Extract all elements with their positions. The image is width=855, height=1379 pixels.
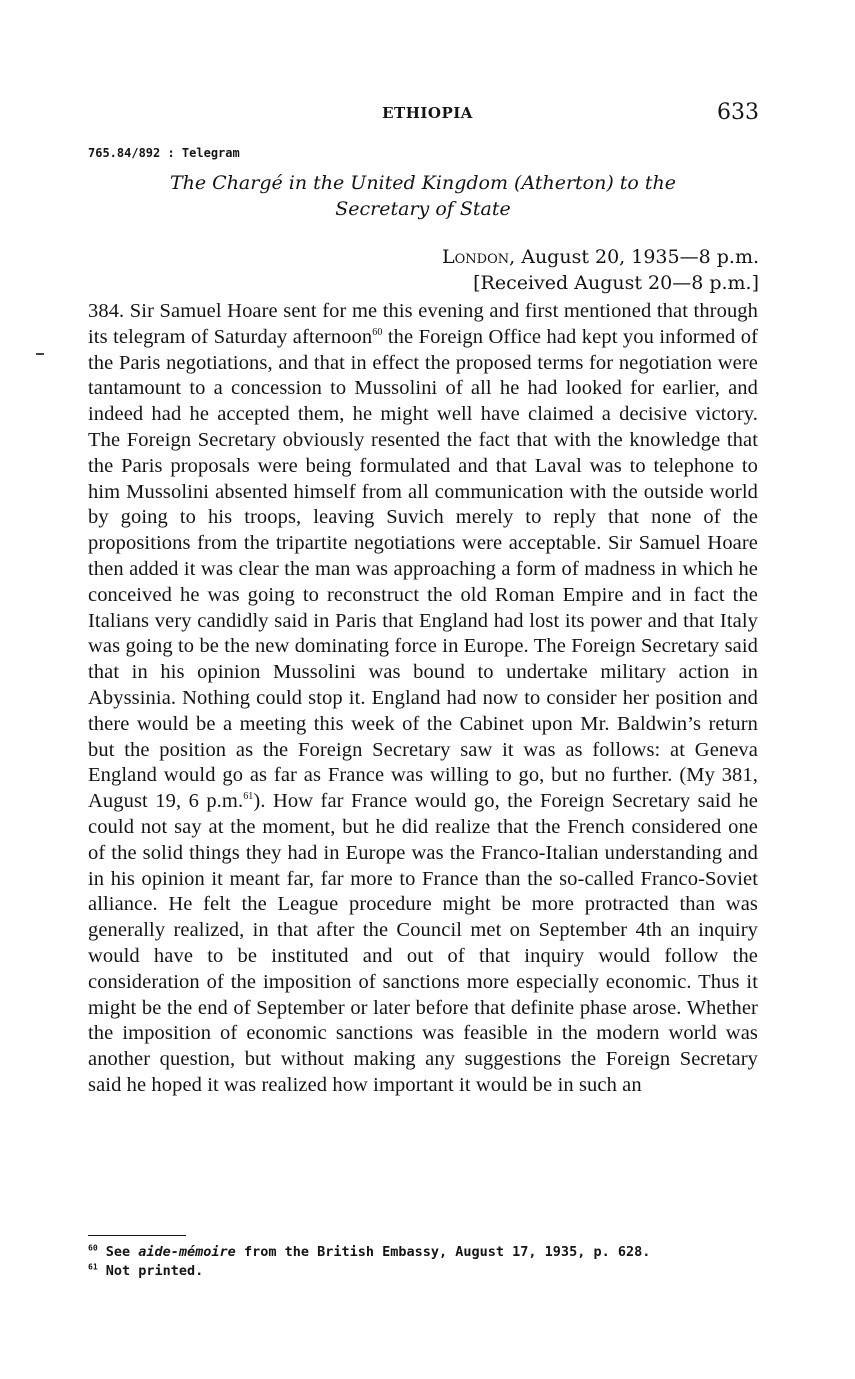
running-head-title: ETHIOPIA [382,104,473,122]
footnote-60 [88,1243,758,1262]
footnote-marker: 60 [88,1243,98,1253]
body-part-3: ). How far France would go, the Foreign Secretary said he could not say at the moment, but he did realize that the French considered one of the solid things they had in Europe was the Franco-Italian understanding and in his opinion it meant far, far more to France than the so-called Franco-Soviet alliance. He felt the League procedure might be more protracted than was generally realized, in that after the Council met on September 4th an inquiry would have to be instituted and out of that inquiry would follow the consideration of the imposition of sanctions more especially economic. Thus it might be the end of September or later before that definite phase arose. Whether the imposition of economic sanctions was feasible in the modern world was another question, but without making any suggestions the Foreign Secretary said he hoped it was realized how important it would be in such an [88,790,758,1096]
file-number: 765.84/892 : Telegram [88,146,240,160]
dateline-sent [442,244,759,270]
footnote-text: See [97,1244,139,1260]
body-part-1: 384. Sir Samuel Hoare sent for me this evening and first mentioned that through its telegram of Saturday afternoon [88,300,758,348]
footnotes [88,1243,758,1281]
document-title-line-2: Secretary of State [335,198,511,220]
document-title-line-1: The Chargé in the United Kingdom (Atherton) to the [169,172,677,194]
document-title [88,170,758,222]
dateline-place: London [442,246,510,268]
dateline [442,244,759,296]
margin-mark [36,353,44,355]
footnote-italic-text: aide-mémoire [138,1244,236,1260]
dateline-received: [Received August 20—8 p.m.] [473,272,759,294]
telegram-body [88,299,758,1099]
footnote-text: from the British Embassy, August 17, 1935, p. 628. [235,1244,651,1260]
footnote-61 [88,1262,758,1281]
page-number: 633 [717,100,759,125]
footnote-text: Not printed. [97,1263,204,1279]
body-part-2: the Foreign Office had kept you informed of the Paris negotiations, and that in effect the proposed terms for negotiation were tantamount to a concession to Mussolini of all he had looked for earlier, and indeed had he accepted them, he might well have claimed a decisive victory. The Foreign Secretary obviously resented the fact that with the knowledge that the Paris proposals were being formulated and that Laval was to telephone to him Mussolini absented himself from all communication with the outside world by going to his troops, leaving Suvich merely to reply that none of the propositions from the tripartite negotiations were acceptable. Sir Samuel Hoare then added it was clear the man was approaching a form of madness in which he conceived he was going to reconstruct the old Roman Empire and in fact the Italians very candidly said in Paris that England had lost its power and that Italy was going to be the new dominating force in Europe. The Foreign Secretary said that in his opinion Mussolini was bound to undertake military action in Abyssinia. Nothing could stop it. England had now to consider her position and there would be a meeting this week of the Cabinet upon Mr. Baldwin’s return but the position as the Foreign Secretary saw it was as follows: at Geneva England would go as far as France was willing to go, but no further. (My 381, August 19, 6 p.m. [88,325,758,813]
footnote-rule [88,1235,186,1236]
footnote-marker: 61 [88,1262,98,1272]
footnote-ref-61: 61 [243,791,254,803]
body-paragraph [88,299,758,1099]
running-head [0,100,855,134]
footnote-ref-60: 60 [372,326,383,338]
dateline-date: , August 20, 1935—8 p.m. [509,246,759,268]
